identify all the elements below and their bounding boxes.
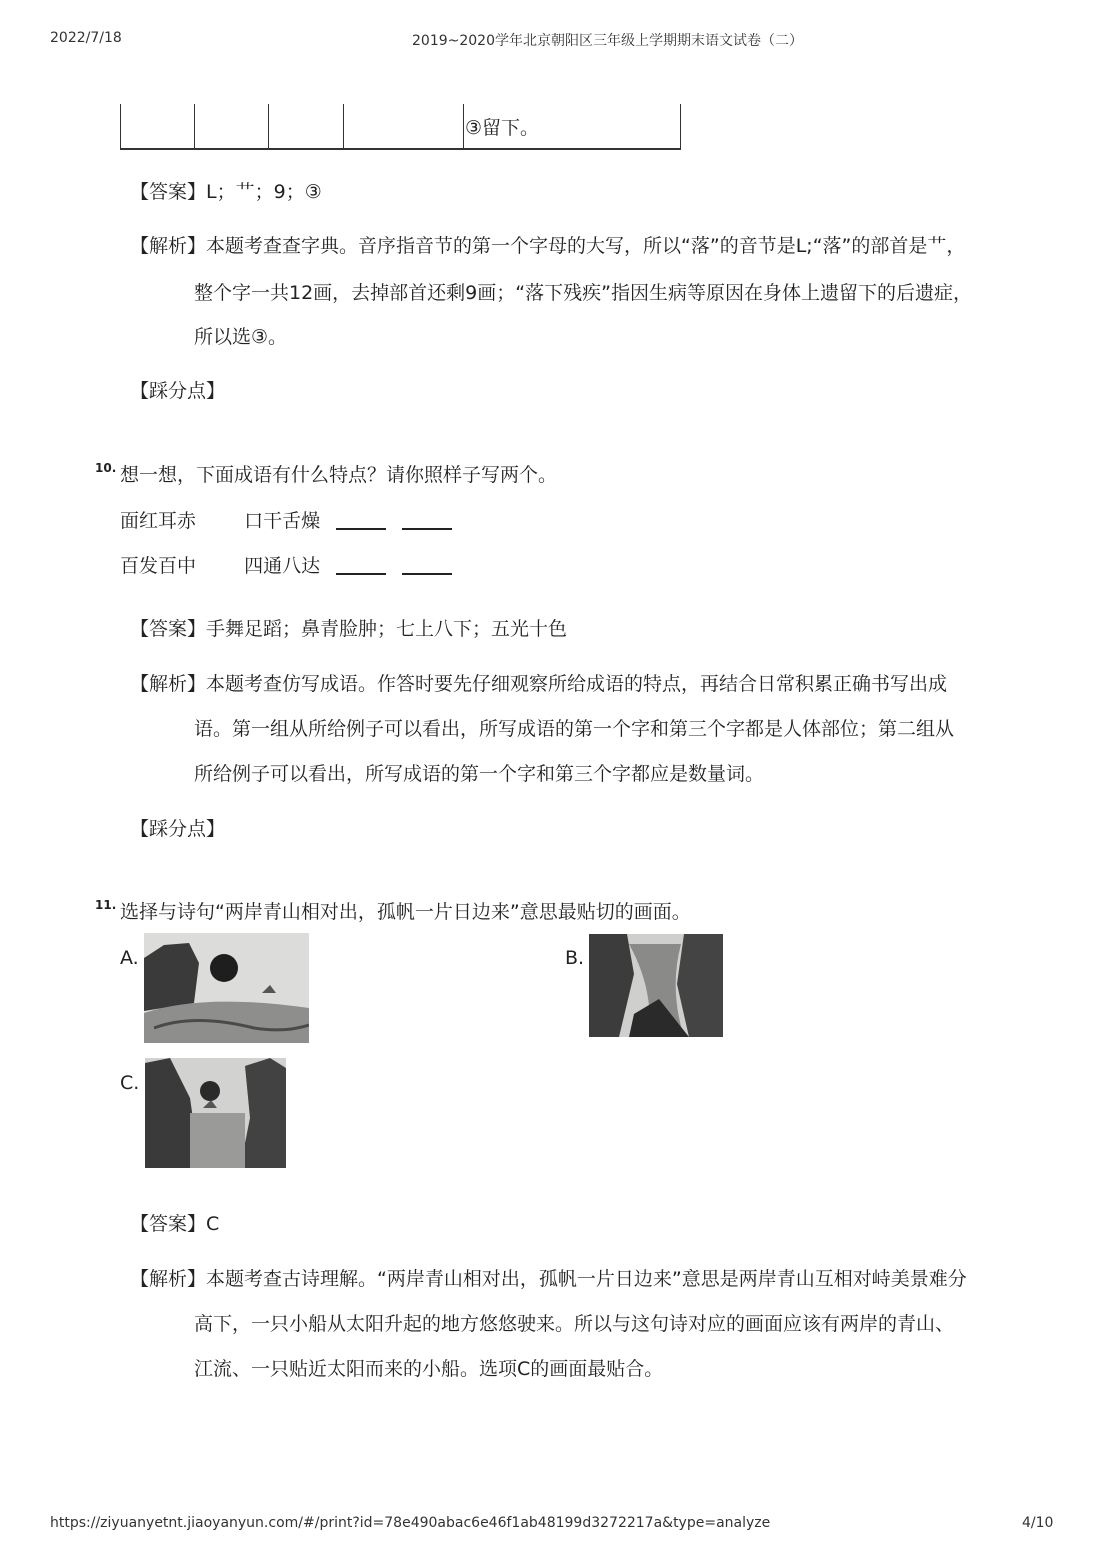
answer-blank[interactable] [402,528,452,530]
q9-analysis-line-2: 整个字一共12画，去掉部首还剩9画；“落下残疾”指因生病等原因在身体上遗留下的后遗症， [194,282,972,304]
analysis-label: 【解析】 [130,673,207,695]
q10-row-2 [120,554,452,578]
q11-analysis-line-2: 高下，一只小船从太阳升起的地方悠悠驶来。所以与这句诗对应的画面应该有两岸的青山、 [194,1313,955,1335]
q10-analysis-line-1 [130,672,947,696]
q11-stem: 选择与诗句“两岸青山相对出，孤帆一片日边来”意思最贴切的画面。 [120,901,691,923]
option-c-image[interactable] [145,1058,286,1168]
idiom-example: 面红耳赤 [120,510,197,532]
q9-analysis-line-1 [130,234,965,258]
q10-stem: 想一想，下面成语有什么特点？请你照样子写两个。 [120,464,558,486]
answer-text: C [206,1213,220,1235]
analysis-text: 本题考查仿写成语。作答时要先仔细观察所给成语的特点，再结合日常积累正确书写出成 [206,673,948,695]
q11-analysis-line-1 [130,1267,967,1291]
table-cell-option-3: ③留下。 [465,117,540,139]
option-a-image[interactable] [144,933,309,1043]
q9-points-label: 【踩分点】 [130,380,226,402]
q9-analysis-line-3: 所以选③。 [194,326,288,348]
q10-row-1 [120,509,452,533]
analysis-text: 本题考查查字典。音序指音节的第一个字母的大写，所以“落”的音节是L;“落”的部首是艹， [206,235,966,257]
q10-number: 10. [95,461,117,475]
answer-text: 手舞足蹈；鼻青脸肿；七上八下；五光十色 [206,618,568,640]
q9-answer [130,180,322,204]
idiom-example: 四通八达 [244,555,321,577]
analysis-label: 【解析】 [130,1268,207,1290]
print-date: 2022/7/18 [50,30,122,46]
page-number: 4/10 [1022,1515,1054,1531]
footer-url[interactable]: https://ziyuanyetnt.jiaoyanyun.com/#/print?id=78e490abac6e46f1ab48199d3272217a&type=analyze [50,1515,771,1531]
answer-blank[interactable] [336,528,386,530]
q11-answer [130,1212,219,1236]
answer-text: L；艹；9；③ [206,181,322,203]
option-c-label[interactable]: C. [120,1072,140,1094]
q10-analysis-line-3: 所给例子可以看出，所写成语的第一个字和第三个字都应是数量词。 [194,763,765,785]
answer-label: 【答案】 [130,618,207,640]
option-b-image[interactable] [589,934,723,1037]
option-b-label[interactable]: B. [565,947,585,969]
q11-analysis-line-3: 江流、一只贴近太阳而来的小船。选项C的画面最贴合。 [194,1358,664,1380]
q11-number: 11. [95,898,117,912]
q10-answer [130,617,567,641]
dictionary-table-fragment [120,104,681,150]
idiom-example: 口干舌燥 [244,510,321,532]
analysis-text: 本题考查古诗理解。“两岸青山相对出，孤帆一片日边来”意思是两岸青山互相对峙美景难分 [206,1268,967,1290]
answer-label: 【答案】 [130,1213,207,1235]
q10-points-label: 【踩分点】 [130,818,226,840]
idiom-example: 百发百中 [120,555,197,577]
answer-label: 【答案】 [130,181,207,203]
analysis-label: 【解析】 [130,235,207,257]
document-title: 2019~2020学年北京朝阳区三年级上学期期末语文试卷（二） [412,33,803,49]
answer-blank[interactable] [336,573,386,575]
answer-blank[interactable] [402,573,452,575]
q10-analysis-line-2: 语。第一组从所给例子可以看出，所写成语的第一个字和第三个字都是人体部位；第二组从 [194,718,955,740]
option-a-label[interactable]: A. [120,947,139,969]
